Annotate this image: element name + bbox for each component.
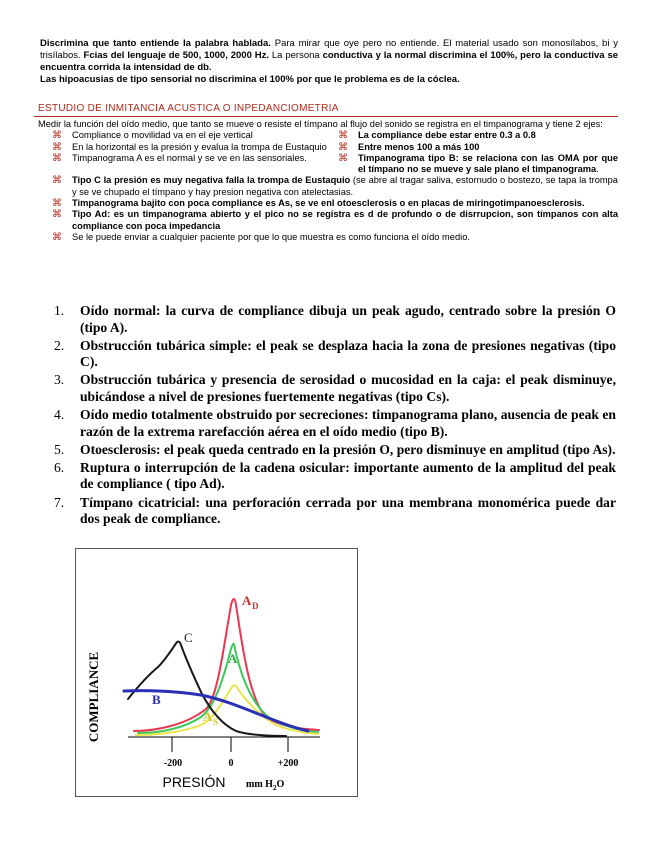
intro-bold-4: Las hipoacusias de tipo sensorial no discrimina el 100% por que le problema es de la cóclea. (40, 74, 460, 85)
bullet-marker-icon: ⌘ (52, 152, 62, 164)
curve-label-ad: A (242, 593, 252, 608)
item-number: 4. (54, 407, 65, 423)
x-tick-label: +200 (277, 758, 299, 769)
bullet-item-tipo-c (34, 175, 618, 198)
curve-label-ad-sub: D (252, 601, 259, 611)
bullet-marker-icon: ⌘ (52, 141, 62, 153)
bullet-item-ad (34, 209, 618, 232)
bullet-marker-icon: ⌘ (338, 152, 348, 164)
intro-bold-1: Discrimina que tanto entiende la palabra hablada. (40, 38, 271, 49)
item-bold: Otoesclerosis: (80, 441, 161, 457)
tympanogram-svg (76, 549, 357, 796)
bullet-text: Timpanograma tipo B: se relaciona con las OMA por que el tímpano no se mueve y sale plano el timpanograma (358, 152, 618, 175)
bullet-item-as (34, 198, 618, 209)
intro-text-2: La persona (269, 50, 323, 61)
bullet-text: La compliance debe estar entre 0.3 a 0.8 (358, 130, 536, 141)
item-bold: Oído medio totalmente obstruido por secreciones: timpanograma plano, ausencia de peak en razón de la extrema rarefacción aérea en el oído medio (tipo B). (80, 407, 616, 439)
bullet-item (334, 142, 618, 153)
item-number: 1. (54, 303, 65, 318)
item-text: el peak queda centrado en la presión O, pero disminuye en amplitud (tipo As). (160, 441, 616, 457)
numbered-item (40, 407, 616, 440)
numbered-item (40, 303, 616, 336)
bullet-item (34, 142, 334, 153)
bullet-marker-icon: ⌘ (52, 198, 62, 210)
intro-text (40, 38, 618, 86)
impedance-section (34, 103, 618, 243)
numbered-item (40, 495, 616, 528)
numbered-item (40, 460, 616, 493)
section-intro: Medir la función del oído medio, que tanto se mueve o resiste el tímpano al flujo del sonido se registra en el timpanograma y tiene 2 ejes: (38, 119, 603, 129)
item-bold: Obstrucción tubárica simple: el peak se desplaza hacia la zona de presiones negativas (tipo C). (80, 337, 616, 370)
numbered-item (40, 338, 616, 371)
item-bold: Tímpano cicatricial: una perforación cerrada por una membrana monomérica puede dar dos peak de compliance. (80, 494, 616, 527)
bullet-text-tail: . (596, 164, 599, 175)
numbered-item (40, 442, 616, 459)
bullet-item (334, 153, 618, 176)
bullet-text: Entre menos 100 a más 100 (358, 141, 480, 152)
item-number: 5. (54, 441, 65, 457)
bullet-item (334, 130, 618, 141)
x-axis-label: PRESIÓN (162, 774, 226, 790)
item-bold: Oído normal: la curva de compliance dibuja un peak agudo, centrado sobre la presión O (tipo A). (80, 303, 616, 335)
item-number: 6. (54, 459, 65, 475)
bullet-text: Timpanograma A es el normal y se ve en las sensoriales. (72, 152, 307, 163)
intro-bold-2: Fcias del lenguaje de 500, 1000, 2000 Hz. (83, 50, 270, 61)
bullet-columns (34, 130, 618, 175)
bullet-column-left (34, 130, 334, 175)
curve-label-c: C (184, 630, 193, 645)
unit-sub: 2 (272, 784, 277, 792)
x-axis-unit (246, 779, 284, 792)
bullet-marker-icon: ⌘ (338, 130, 348, 142)
item-number: 7. (54, 494, 65, 510)
bullet-text: Tipo Ad: es un timpanograma abierto y el pico no se registra es d de profundo o de disrrupcion, son tímpanos con alta compliance con poca impedancia (72, 209, 618, 231)
bullet-item (34, 130, 334, 141)
bullet-text: En la horizontal es la presión y evalua la trompa de Eustaquio (72, 141, 327, 152)
intro-text-1: Para mirar que oye pero no entiende. El material usado son monosílabos, bi y trisílabos. (40, 38, 619, 61)
bullet-marker-icon: ⌘ (52, 175, 62, 187)
bullet-item (34, 153, 334, 164)
x-tick-label: -200 (163, 758, 183, 769)
bullet-marker-icon: ⌘ (52, 209, 62, 221)
curve-label-a: A (228, 651, 238, 666)
section-title: ESTUDIO DE INMITANCIA ACUSTICA O INPEDANCIOMETRIA (34, 103, 618, 117)
x-tick-label: 0 (228, 758, 234, 769)
numbered-item (40, 372, 616, 405)
tympanogram-figure (75, 548, 358, 797)
bullet-marker-icon: ⌘ (338, 141, 348, 153)
bullet-column-right (334, 130, 618, 175)
curve-label-b: B (152, 692, 161, 707)
bullet-text: Compliance o movilidad va en el eje vertical (72, 130, 253, 141)
bullet-marker-icon: ⌘ (52, 130, 62, 142)
numbered-list (40, 303, 616, 529)
bullet-marker-icon: ⌘ (52, 231, 62, 243)
unit-suffix: O (276, 779, 285, 790)
intro-paragraph-2 (40, 74, 618, 86)
intro-paragraph-1 (40, 38, 618, 74)
item-bold: Obstrucción tubárica y presencia de serosidad o mucosidad en la caja: el peak disminuye, ubicándose a nivel de presiones fuertemente negativas (tipo Cs). (80, 372, 616, 404)
curve-label-as-sub: S (213, 717, 219, 727)
unit-prefix: mm H (246, 779, 273, 790)
y-axis-label: COMPLIANCE (86, 651, 101, 743)
item-number: 3. (54, 372, 65, 388)
curve-label-as: A (203, 709, 213, 724)
item-bold: Ruptura o interrupción de la cadena osicular: importante aumento de la amplitud del peak de compliance ( tipo Ad). (80, 459, 616, 492)
bullet-text: Timpanograma bajito con poca compliance es As, se ve enl otoesclerosis o en placas de miringotimpanoesclerosis. (72, 198, 585, 209)
item-number: 2. (54, 337, 65, 353)
bullet-item-last (34, 232, 618, 243)
bullet-text: Se le puede enviar a cualquier paciente por que lo que muestra es como funciona el oído medio. (72, 231, 470, 242)
bullet-bold: Tipo C la presión es muy negativa falla la trompa de Eustaquio (72, 175, 351, 186)
intro-bold-3: conductiva y la normal discrimina el 100%, pero la conductiva se encuentra corrida la intensidad de db. (40, 50, 619, 73)
bullet-text: (se abre al tragar saliva, estornudo o bostezo, se tapa la trompa y se ve chupado el tímpano y hay presion negativa con atelectasias. (72, 175, 618, 197)
